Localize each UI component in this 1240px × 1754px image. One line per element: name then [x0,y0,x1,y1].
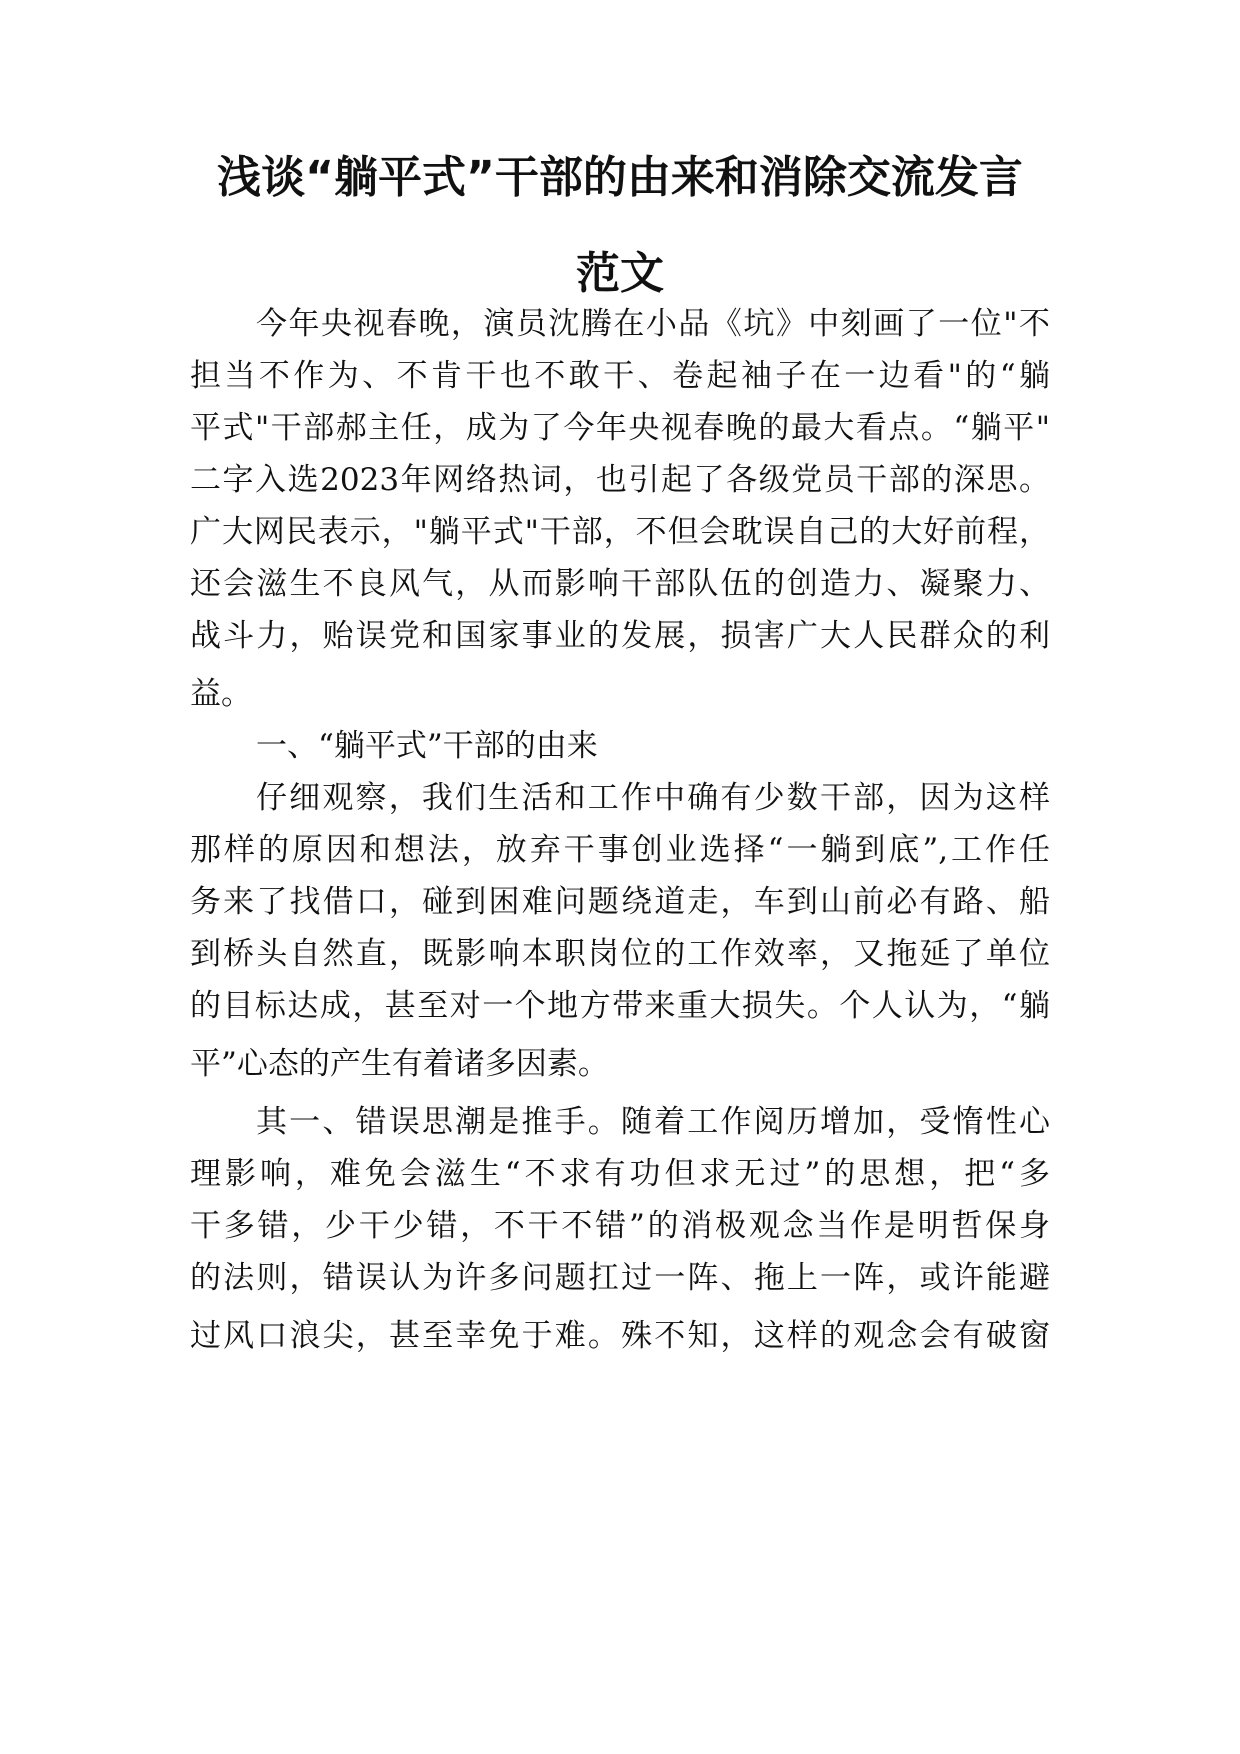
body-line: 广大网民表示，"躺平式"干部，不但会耽误自己的大好前程， [190,514,1050,550]
body-line: 平式"干部郝主任，成为了今年央视春晚的最大看点。“躺平" [190,410,1050,446]
body-line: 的法则，错误认为许多问题扛过一阵、拖上一阵，或许能避 [190,1260,1050,1296]
body-line: 还会滋生不良风气，从而影响干部队伍的创造力、凝聚力、 [190,566,1050,602]
body-line: 平”心态的产生有着诸多因素。 [190,1046,609,1082]
body-line: 益。 [190,676,252,712]
body-line: 今年央视春晚，演员沈腾在小品《坑》中刻画了一位"不 [256,306,1050,342]
body-line: 过风口浪尖，甚至幸免于难。殊不知，这样的观念会有破窗 [190,1318,1050,1354]
body-line: 干多错，少干少错，不干不错”的消极观念当作是明哲保身 [190,1208,1050,1244]
body-line: 战斗力，贻误党和国家事业的发展，损害广大人民群众的利 [190,618,1050,654]
body-line: 仔细观察，我们生活和工作中确有少数干部，因为这样 [256,780,1050,816]
body-line: 那样的原因和想法，放弃干事创业选择“一躺到底”,工作任 [190,832,1050,868]
body-line: 担当不作为、不肯干也不敢干、卷起袖子在一边看"的“躺 [190,358,1050,394]
body-line: 二字入选2023年网络热词，也引起了各级党员干部的深思。 [190,462,1050,498]
body-line: 理影响，难免会滋生“不求有功但求无过”的思想，把“多 [190,1156,1050,1192]
document-title-line-2: 范文 [576,248,664,299]
body-line: 其一、错误思潮是推手。随着工作阅历增加，受惰性心 [256,1104,1050,1140]
document-title-line-1: 浅谈“躺平式”干部的由来和消除交流发言 [217,152,1023,203]
body-line: 的目标达成，甚至对一个地方带来重大损失。个人认为，“躺 [190,988,1050,1024]
body-line: 务来了找借口，碰到困难问题绕道走，车到山前必有路、船 [190,884,1050,920]
section-heading: 一、“躺平式”干部的由来 [256,728,598,764]
body-line: 到桥头自然直，既影响本职岗位的工作效率，又拖延了单位 [190,936,1050,972]
